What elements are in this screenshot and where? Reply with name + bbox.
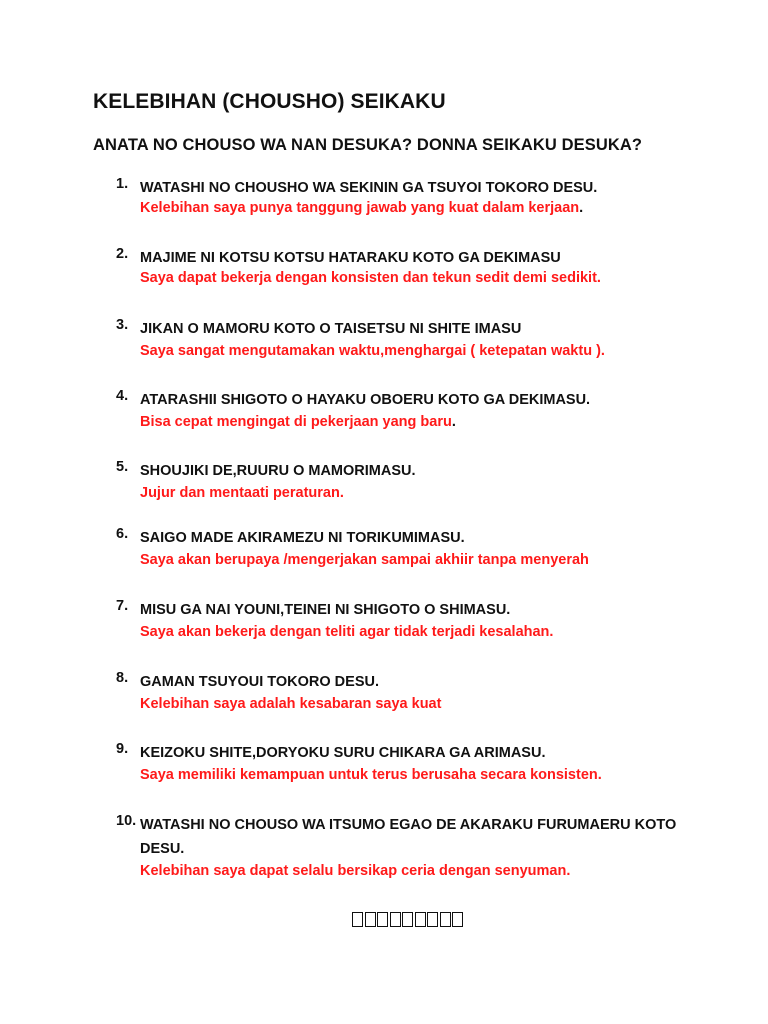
item-translation (140, 622, 553, 642)
missing-glyph-box (352, 912, 363, 927)
item-translation (140, 694, 441, 714)
item-translation (140, 861, 570, 881)
item-translation (140, 198, 583, 218)
item-number: 9. (116, 741, 129, 757)
missing-glyph-box (365, 912, 376, 927)
translation-text: Kelebihan saya adalah kesabaran saya kuat (140, 696, 442, 712)
translation-text: Kelebihan saya punya tanggung jawab yang kuat dalam kerjaan (140, 200, 580, 216)
item-number: 4. (116, 388, 129, 404)
translation-tail: . (579, 200, 584, 216)
item-number: 8. (116, 670, 129, 686)
missing-glyph-box (402, 912, 413, 927)
translation-text: Kelebihan saya dapat selalu bersikap ceria dengan senyuman. (140, 863, 571, 879)
translation-text: Bisa cepat mengingat di pekerjaan yang baru (140, 414, 452, 430)
item-number: 5. (116, 459, 129, 475)
item-japanese: MAJIME NI KOTSU KOTSU HATARAKU KOTO GA DEKIMASU (140, 250, 561, 266)
missing-glyph-box (427, 912, 438, 927)
item-number: 1. (116, 176, 129, 192)
item-number: 2. (116, 246, 129, 262)
item-number: 6. (116, 526, 129, 542)
item-japanese: WATASHI NO CHOUSHO WA SEKININ GA TSUYOI TOKORO DESU. (140, 180, 598, 196)
item-translation (140, 412, 456, 432)
missing-glyph-box (390, 912, 401, 927)
item-japanese: JIKAN O MAMORU KOTO O TAISETSU NI SHITE IMASU (140, 321, 522, 337)
item-japanese: KEIZOKU SHITE,DORYOKU SURU CHIKARA GA ARIMASU. (140, 745, 546, 761)
missing-glyph-box (377, 912, 388, 927)
item-japanese: WATASHI NO CHOUSO WA ITSUMO EGAO DE AKARAKU FURUMAERU KOTO DESU. (140, 817, 677, 857)
item-translation (140, 341, 605, 361)
translation-text: Saya sangat mengutamakan waktu,menghargai ( ketepatan waktu ). (140, 343, 605, 359)
item-number: 7. (116, 598, 129, 614)
question-heading: ANATA NO CHOUSO WA NAN DESUKA? DONNA SEIKAKU DESUKA? (93, 136, 643, 154)
item-translation (140, 483, 344, 503)
item-japanese: MISU GA NAI YOUNI,TEINEI NI SHIGOTO O SHIMASU. (140, 602, 511, 618)
item-japanese: SHOUJIKI DE,RUURU O MAMORIMASU. (140, 463, 416, 479)
item-translation (140, 765, 602, 785)
translation-text: Saya memiliki kemampuan untuk terus berusaha secara konsisten. (140, 767, 602, 783)
item-translation (140, 550, 589, 570)
missing-glyph-box (440, 912, 451, 927)
translation-text: Jujur dan mentaati peraturan. (140, 485, 344, 501)
item-number: 3. (116, 317, 129, 333)
missing-glyph-box (415, 912, 426, 927)
translation-tail: . (451, 414, 456, 430)
footer-missing-glyphs (352, 912, 465, 927)
translation-text: Saya dapat bekerja dengan konsisten dan tekun sedit demi sedikit. (140, 270, 601, 286)
missing-glyph-box (452, 912, 463, 927)
document-title: KELEBIHAN (CHOUSHO) SEIKAKU (93, 90, 446, 113)
item-japanese: ATARASHII SHIGOTO O HAYAKU OBOERU KOTO GA DEKIMASU. (140, 392, 591, 408)
item-number: 10. (116, 813, 137, 829)
translation-text: Saya akan bekerja dengan teliti agar tidak terjadi kesalahan. (140, 624, 554, 640)
translation-text: Saya akan berupaya /mengerjakan sampai akhiir tanpa menyerah (140, 552, 589, 568)
item-translation (140, 268, 601, 288)
item-japanese: GAMAN TSUYOUI TOKORO DESU. (140, 674, 379, 690)
item-japanese: SAIGO MADE AKIRAMEZU NI TORIKUMIMASU. (140, 530, 465, 546)
